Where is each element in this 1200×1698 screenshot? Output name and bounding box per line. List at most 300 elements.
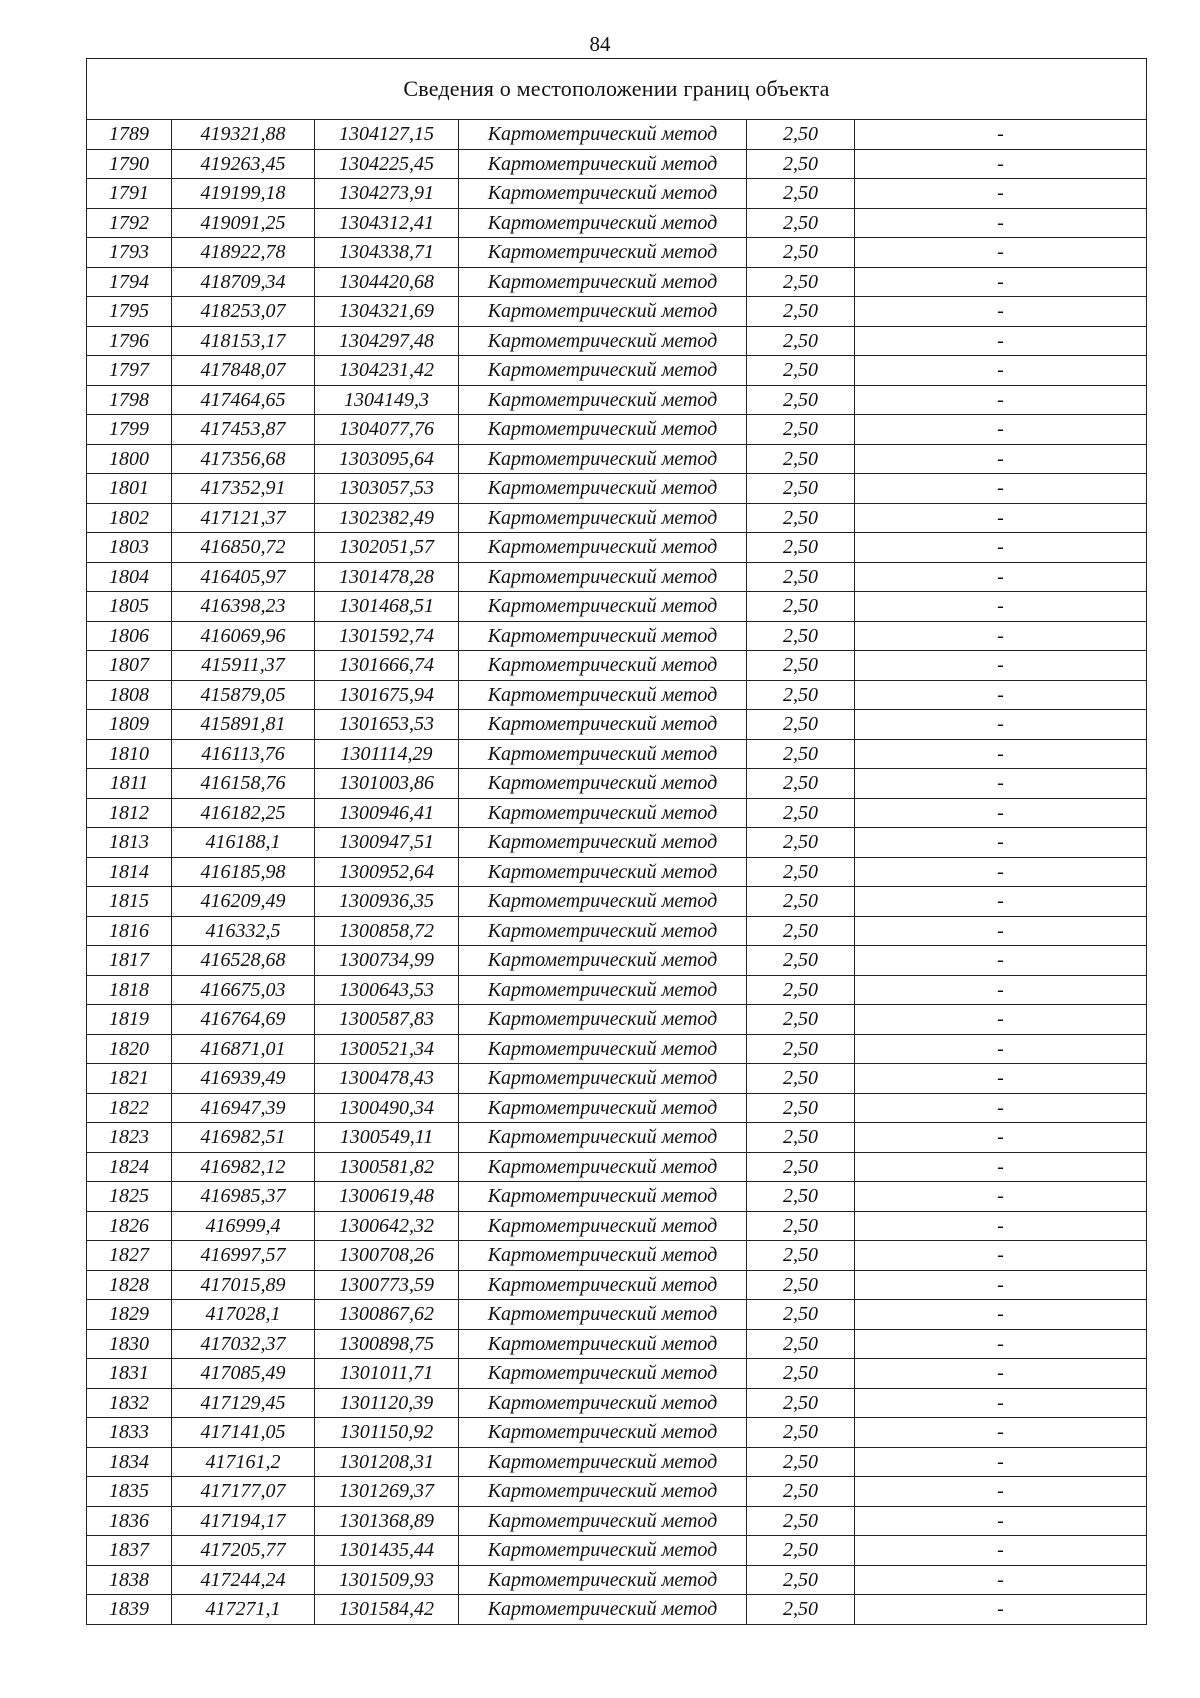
table-row [87, 798, 1147, 828]
x-coordinate-cell: 417271,1 [172, 1595, 315, 1625]
description-cell: - [855, 1447, 1147, 1477]
table-row [87, 415, 1147, 445]
accuracy-cell: 2,50 [747, 1034, 855, 1064]
table-row [87, 562, 1147, 592]
table-row [87, 1034, 1147, 1064]
point-number-cell: 1805 [87, 592, 172, 622]
x-coordinate-cell: 416332,5 [172, 916, 315, 946]
table-row [87, 297, 1147, 327]
description-cell: - [855, 149, 1147, 179]
y-coordinate-cell: 1300581,82 [315, 1152, 459, 1182]
table-row [87, 1300, 1147, 1330]
x-coordinate-cell: 416069,96 [172, 621, 315, 651]
y-coordinate-cell: 1302051,57 [315, 533, 459, 563]
table-row [87, 680, 1147, 710]
description-cell: - [855, 946, 1147, 976]
accuracy-cell: 2,50 [747, 857, 855, 887]
point-number-cell: 1835 [87, 1477, 172, 1507]
table-row [87, 769, 1147, 799]
method-cell: Картометрический метод [459, 1329, 747, 1359]
point-number-cell: 1795 [87, 297, 172, 327]
description-cell: - [855, 1064, 1147, 1094]
table-row [87, 533, 1147, 563]
x-coordinate-cell: 416528,68 [172, 946, 315, 976]
description-cell: - [855, 415, 1147, 445]
method-cell: Картометрический метод [459, 356, 747, 386]
accuracy-cell: 2,50 [747, 710, 855, 740]
x-coordinate-cell: 417352,91 [172, 474, 315, 504]
y-coordinate-cell: 1301114,29 [315, 739, 459, 769]
description-cell: - [855, 297, 1147, 327]
point-number-cell: 1813 [87, 828, 172, 858]
table-row [87, 1536, 1147, 1566]
method-cell: Картометрический метод [459, 149, 747, 179]
method-cell: Картометрический метод [459, 828, 747, 858]
description-cell: - [855, 179, 1147, 209]
accuracy-cell: 2,50 [747, 444, 855, 474]
accuracy-cell: 2,50 [747, 120, 855, 150]
method-cell: Картометрический метод [459, 1565, 747, 1595]
accuracy-cell: 2,50 [747, 680, 855, 710]
table-title: Сведения о местоположении границ объекта [87, 59, 1147, 120]
y-coordinate-cell: 1301666,74 [315, 651, 459, 681]
y-coordinate-cell: 1304297,48 [315, 326, 459, 356]
method-cell: Картометрический метод [459, 503, 747, 533]
accuracy-cell: 2,50 [747, 1388, 855, 1418]
description-cell: - [855, 1270, 1147, 1300]
description-cell: - [855, 208, 1147, 238]
accuracy-cell: 2,50 [747, 592, 855, 622]
y-coordinate-cell: 1300936,35 [315, 887, 459, 917]
method-cell: Картометрический метод [459, 651, 747, 681]
point-number-cell: 1836 [87, 1506, 172, 1536]
accuracy-cell: 2,50 [747, 1152, 855, 1182]
method-cell: Картометрический метод [459, 1388, 747, 1418]
table-row [87, 444, 1147, 474]
y-coordinate-cell: 1304420,68 [315, 267, 459, 297]
x-coordinate-cell: 417141,05 [172, 1418, 315, 1448]
description-cell: - [855, 444, 1147, 474]
point-number-cell: 1837 [87, 1536, 172, 1566]
method-cell: Картометрический метод [459, 769, 747, 799]
y-coordinate-cell: 1304312,41 [315, 208, 459, 238]
description-cell: - [855, 798, 1147, 828]
point-number-cell: 1797 [87, 356, 172, 386]
x-coordinate-cell: 417848,07 [172, 356, 315, 386]
description-cell: - [855, 1093, 1147, 1123]
point-number-cell: 1814 [87, 857, 172, 887]
point-number-cell: 1839 [87, 1595, 172, 1625]
point-number-cell: 1803 [87, 533, 172, 563]
method-cell: Картометрический метод [459, 562, 747, 592]
point-number-cell: 1806 [87, 621, 172, 651]
description-cell: - [855, 1329, 1147, 1359]
accuracy-cell: 2,50 [747, 1005, 855, 1035]
description-cell: - [855, 533, 1147, 563]
method-cell: Картометрический метод [459, 1359, 747, 1389]
y-coordinate-cell: 1301675,94 [315, 680, 459, 710]
x-coordinate-cell: 416850,72 [172, 533, 315, 563]
accuracy-cell: 2,50 [747, 1595, 855, 1625]
y-coordinate-cell: 1300619,48 [315, 1182, 459, 1212]
point-number-cell: 1810 [87, 739, 172, 769]
table-row [87, 887, 1147, 917]
point-number-cell: 1828 [87, 1270, 172, 1300]
method-cell: Картометрический метод [459, 1300, 747, 1330]
method-cell: Картометрический метод [459, 120, 747, 150]
table-row [87, 267, 1147, 297]
x-coordinate-cell: 416209,49 [172, 887, 315, 917]
accuracy-cell: 2,50 [747, 1182, 855, 1212]
point-number-cell: 1790 [87, 149, 172, 179]
x-coordinate-cell: 419091,25 [172, 208, 315, 238]
table-row [87, 1241, 1147, 1271]
table-row [87, 916, 1147, 946]
accuracy-cell: 2,50 [747, 621, 855, 651]
accuracy-cell: 2,50 [747, 297, 855, 327]
method-cell: Картометрический метод [459, 179, 747, 209]
point-number-cell: 1824 [87, 1152, 172, 1182]
x-coordinate-cell: 416188,1 [172, 828, 315, 858]
y-coordinate-cell: 1304338,71 [315, 238, 459, 268]
x-coordinate-cell: 418922,78 [172, 238, 315, 268]
description-cell: - [855, 975, 1147, 1005]
x-coordinate-cell: 416939,49 [172, 1064, 315, 1094]
description-cell: - [855, 120, 1147, 150]
point-number-cell: 1818 [87, 975, 172, 1005]
y-coordinate-cell: 1301003,86 [315, 769, 459, 799]
description-cell: - [855, 1565, 1147, 1595]
description-cell: - [855, 1536, 1147, 1566]
x-coordinate-cell: 416871,01 [172, 1034, 315, 1064]
description-cell: - [855, 739, 1147, 769]
point-number-cell: 1816 [87, 916, 172, 946]
y-coordinate-cell: 1300867,62 [315, 1300, 459, 1330]
y-coordinate-cell: 1300858,72 [315, 916, 459, 946]
x-coordinate-cell: 416182,25 [172, 798, 315, 828]
x-coordinate-cell: 417161,2 [172, 1447, 315, 1477]
y-coordinate-cell: 1301011,71 [315, 1359, 459, 1389]
y-coordinate-cell: 1304127,15 [315, 120, 459, 150]
description-cell: - [855, 621, 1147, 651]
accuracy-cell: 2,50 [747, 1359, 855, 1389]
point-number-cell: 1829 [87, 1300, 172, 1330]
y-coordinate-cell: 1300734,99 [315, 946, 459, 976]
description-cell: - [855, 1359, 1147, 1389]
description-cell: - [855, 1241, 1147, 1271]
accuracy-cell: 2,50 [747, 887, 855, 917]
accuracy-cell: 2,50 [747, 1536, 855, 1566]
method-cell: Картометрический метод [459, 1005, 747, 1035]
accuracy-cell: 2,50 [747, 739, 855, 769]
description-cell: - [855, 1152, 1147, 1182]
method-cell: Картометрический метод [459, 1418, 747, 1448]
description-cell: - [855, 1182, 1147, 1212]
description-cell: - [855, 857, 1147, 887]
table-row [87, 356, 1147, 386]
y-coordinate-cell: 1301468,51 [315, 592, 459, 622]
table-row [87, 946, 1147, 976]
description-cell: - [855, 1477, 1147, 1507]
point-number-cell: 1807 [87, 651, 172, 681]
x-coordinate-cell: 416185,98 [172, 857, 315, 887]
x-coordinate-cell: 416982,51 [172, 1123, 315, 1153]
method-cell: Картометрический метод [459, 1241, 747, 1271]
table-row [87, 503, 1147, 533]
method-cell: Картометрический метод [459, 1447, 747, 1477]
y-coordinate-cell: 1300478,43 [315, 1064, 459, 1094]
accuracy-cell: 2,50 [747, 828, 855, 858]
x-coordinate-cell: 415911,37 [172, 651, 315, 681]
method-cell: Картометрический метод [459, 444, 747, 474]
x-coordinate-cell: 417121,37 [172, 503, 315, 533]
x-coordinate-cell: 416675,03 [172, 975, 315, 1005]
table-row [87, 1329, 1147, 1359]
accuracy-cell: 2,50 [747, 1418, 855, 1448]
description-cell: - [855, 1123, 1147, 1153]
point-number-cell: 1808 [87, 680, 172, 710]
description-cell: - [855, 1005, 1147, 1035]
x-coordinate-cell: 416398,23 [172, 592, 315, 622]
accuracy-cell: 2,50 [747, 503, 855, 533]
accuracy-cell: 2,50 [747, 1211, 855, 1241]
y-coordinate-cell: 1304231,42 [315, 356, 459, 386]
boundary-coordinates-table [86, 58, 1147, 1625]
x-coordinate-cell: 419321,88 [172, 120, 315, 150]
method-cell: Картометрический метод [459, 975, 747, 1005]
description-cell: - [855, 474, 1147, 504]
y-coordinate-cell: 1301509,93 [315, 1565, 459, 1595]
accuracy-cell: 2,50 [747, 1093, 855, 1123]
description-cell: - [855, 385, 1147, 415]
table-row [87, 1565, 1147, 1595]
x-coordinate-cell: 416999,4 [172, 1211, 315, 1241]
description-cell: - [855, 1418, 1147, 1448]
table-row [87, 326, 1147, 356]
point-number-cell: 1812 [87, 798, 172, 828]
table-row [87, 1359, 1147, 1389]
y-coordinate-cell: 1300490,34 [315, 1093, 459, 1123]
y-coordinate-cell: 1300643,53 [315, 975, 459, 1005]
y-coordinate-cell: 1304225,45 [315, 149, 459, 179]
description-cell: - [855, 769, 1147, 799]
accuracy-cell: 2,50 [747, 1300, 855, 1330]
accuracy-cell: 2,50 [747, 149, 855, 179]
description-cell: - [855, 1211, 1147, 1241]
method-cell: Картометрический метод [459, 1034, 747, 1064]
accuracy-cell: 2,50 [747, 385, 855, 415]
x-coordinate-cell: 416947,39 [172, 1093, 315, 1123]
y-coordinate-cell: 1301592,74 [315, 621, 459, 651]
x-coordinate-cell: 417453,87 [172, 415, 315, 445]
y-coordinate-cell: 1300642,32 [315, 1211, 459, 1241]
point-number-cell: 1817 [87, 946, 172, 976]
x-coordinate-cell: 417356,68 [172, 444, 315, 474]
y-coordinate-cell: 1304321,69 [315, 297, 459, 327]
point-number-cell: 1793 [87, 238, 172, 268]
method-cell: Картометрический метод [459, 474, 747, 504]
y-coordinate-cell: 1300952,64 [315, 857, 459, 887]
accuracy-cell: 2,50 [747, 651, 855, 681]
point-number-cell: 1815 [87, 887, 172, 917]
accuracy-cell: 2,50 [747, 533, 855, 563]
method-cell: Картометрический метод [459, 592, 747, 622]
point-number-cell: 1833 [87, 1418, 172, 1448]
method-cell: Картометрический метод [459, 946, 747, 976]
table-row [87, 1093, 1147, 1123]
point-number-cell: 1822 [87, 1093, 172, 1123]
y-coordinate-cell: 1304149,3 [315, 385, 459, 415]
method-cell: Картометрический метод [459, 267, 747, 297]
table-row [87, 1182, 1147, 1212]
y-coordinate-cell: 1302382,49 [315, 503, 459, 533]
table-row [87, 1388, 1147, 1418]
table-row [87, 1211, 1147, 1241]
table-row [87, 975, 1147, 1005]
description-cell: - [855, 267, 1147, 297]
accuracy-cell: 2,50 [747, 1123, 855, 1153]
page-number: 84 [589, 32, 611, 56]
x-coordinate-cell: 417177,07 [172, 1477, 315, 1507]
table-row [87, 179, 1147, 209]
method-cell: Картометрический метод [459, 533, 747, 563]
y-coordinate-cell: 1300521,34 [315, 1034, 459, 1064]
y-coordinate-cell: 1301120,39 [315, 1388, 459, 1418]
table-row [87, 208, 1147, 238]
description-cell: - [855, 1506, 1147, 1536]
x-coordinate-cell: 416997,57 [172, 1241, 315, 1271]
table-row [87, 1123, 1147, 1153]
accuracy-cell: 2,50 [747, 1064, 855, 1094]
point-number-cell: 1794 [87, 267, 172, 297]
x-coordinate-cell: 417032,37 [172, 1329, 315, 1359]
x-coordinate-cell: 417129,45 [172, 1388, 315, 1418]
method-cell: Картометрический метод [459, 1595, 747, 1625]
method-cell: Картометрический метод [459, 1536, 747, 1566]
accuracy-cell: 2,50 [747, 1447, 855, 1477]
point-number-cell: 1831 [87, 1359, 172, 1389]
y-coordinate-cell: 1300947,51 [315, 828, 459, 858]
accuracy-cell: 2,50 [747, 415, 855, 445]
method-cell: Картометрический метод [459, 1211, 747, 1241]
x-coordinate-cell: 416982,12 [172, 1152, 315, 1182]
y-coordinate-cell: 1301368,89 [315, 1506, 459, 1536]
method-cell: Картометрический метод [459, 297, 747, 327]
accuracy-cell: 2,50 [747, 326, 855, 356]
point-number-cell: 1799 [87, 415, 172, 445]
point-number-cell: 1789 [87, 120, 172, 150]
description-cell: - [855, 356, 1147, 386]
x-coordinate-cell: 417464,65 [172, 385, 315, 415]
y-coordinate-cell: 1303095,64 [315, 444, 459, 474]
x-coordinate-cell: 417085,49 [172, 1359, 315, 1389]
method-cell: Картометрический метод [459, 1152, 747, 1182]
description-cell: - [855, 1388, 1147, 1418]
method-cell: Картометрический метод [459, 798, 747, 828]
accuracy-cell: 2,50 [747, 1506, 855, 1536]
description-cell: - [855, 562, 1147, 592]
x-coordinate-cell: 415879,05 [172, 680, 315, 710]
x-coordinate-cell: 415891,81 [172, 710, 315, 740]
method-cell: Картометрический метод [459, 385, 747, 415]
point-number-cell: 1791 [87, 179, 172, 209]
x-coordinate-cell: 418253,07 [172, 297, 315, 327]
y-coordinate-cell: 1300898,75 [315, 1329, 459, 1359]
point-number-cell: 1800 [87, 444, 172, 474]
table-row [87, 621, 1147, 651]
x-coordinate-cell: 416985,37 [172, 1182, 315, 1212]
accuracy-cell: 2,50 [747, 267, 855, 297]
table-row [87, 1595, 1147, 1625]
y-coordinate-cell: 1300946,41 [315, 798, 459, 828]
table-row [87, 1477, 1147, 1507]
method-cell: Картометрический метод [459, 415, 747, 445]
accuracy-cell: 2,50 [747, 946, 855, 976]
method-cell: Картометрический метод [459, 1064, 747, 1094]
method-cell: Картометрический метод [459, 1477, 747, 1507]
accuracy-cell: 2,50 [747, 1241, 855, 1271]
point-number-cell: 1825 [87, 1182, 172, 1212]
table-row [87, 1270, 1147, 1300]
method-cell: Картометрический метод [459, 208, 747, 238]
x-coordinate-cell: 419199,18 [172, 179, 315, 209]
accuracy-cell: 2,50 [747, 1477, 855, 1507]
point-number-cell: 1838 [87, 1565, 172, 1595]
point-number-cell: 1811 [87, 769, 172, 799]
table-row [87, 149, 1147, 179]
description-cell: - [855, 887, 1147, 917]
y-coordinate-cell: 1303057,53 [315, 474, 459, 504]
method-cell: Картометрический метод [459, 1270, 747, 1300]
accuracy-cell: 2,50 [747, 769, 855, 799]
accuracy-cell: 2,50 [747, 916, 855, 946]
table-row [87, 1447, 1147, 1477]
y-coordinate-cell: 1300549,11 [315, 1123, 459, 1153]
x-coordinate-cell: 417244,24 [172, 1565, 315, 1595]
y-coordinate-cell: 1301584,42 [315, 1595, 459, 1625]
table-row [87, 739, 1147, 769]
method-cell: Картометрический метод [459, 887, 747, 917]
table-row [87, 385, 1147, 415]
table-row [87, 1418, 1147, 1448]
table-row [87, 710, 1147, 740]
description-cell: - [855, 326, 1147, 356]
x-coordinate-cell: 416113,76 [172, 739, 315, 769]
table-row [87, 651, 1147, 681]
description-cell: - [855, 828, 1147, 858]
table-row [87, 592, 1147, 622]
x-coordinate-cell: 417205,77 [172, 1536, 315, 1566]
y-coordinate-cell: 1304077,76 [315, 415, 459, 445]
x-coordinate-cell: 417028,1 [172, 1300, 315, 1330]
method-cell: Картометрический метод [459, 326, 747, 356]
accuracy-cell: 2,50 [747, 798, 855, 828]
point-number-cell: 1798 [87, 385, 172, 415]
table-body [87, 59, 1147, 1625]
point-number-cell: 1830 [87, 1329, 172, 1359]
x-coordinate-cell: 417015,89 [172, 1270, 315, 1300]
x-coordinate-cell: 416764,69 [172, 1005, 315, 1035]
x-coordinate-cell: 419263,45 [172, 149, 315, 179]
method-cell: Картометрический метод [459, 238, 747, 268]
y-coordinate-cell: 1300708,26 [315, 1241, 459, 1271]
point-number-cell: 1819 [87, 1005, 172, 1035]
method-cell: Картометрический метод [459, 680, 747, 710]
point-number-cell: 1801 [87, 474, 172, 504]
y-coordinate-cell: 1300587,83 [315, 1005, 459, 1035]
y-coordinate-cell: 1301653,53 [315, 710, 459, 740]
y-coordinate-cell: 1301208,31 [315, 1447, 459, 1477]
